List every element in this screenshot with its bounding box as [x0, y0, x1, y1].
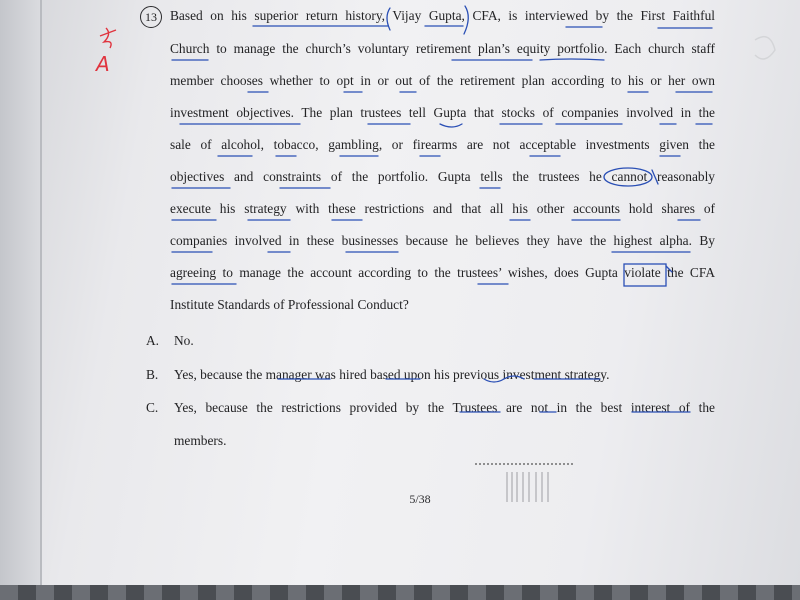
question-line-9: agreeing to manage the account according to the trustees’ wishes, does Gupta violate the CFA — [170, 265, 715, 280]
question-line-4: investment objectives. The plan trustees tell Gupta that stocks of companies involved in the — [170, 105, 715, 120]
option-a-text: No. — [174, 333, 194, 348]
question-line-8: companies involved in these businesses because he believes they have the highest alpha. By — [170, 233, 715, 248]
question-line-10: Institute Standards of Professional Conduct? — [170, 297, 409, 312]
option-b-text: Yes, because the manager was hired based upon his previous investment strategy. — [174, 367, 610, 382]
question-line-5: sale of alcohol, tobacco, gambling, or firearms are not acceptable investments given the — [170, 137, 715, 152]
bleed-through-mark-icon — [745, 30, 795, 70]
option-c-text-line-2: members. — [174, 433, 227, 448]
binding-spine — [40, 0, 42, 592]
page-number: 5/38 — [409, 492, 431, 506]
question-line-3: member chooses whether to opt in or out of the retirement plan according to his or her own — [170, 73, 715, 88]
question-line-7: execute his strategy with these restrictions and that all his other accounts hold shares of — [170, 201, 715, 216]
handwritten-answer: A — [96, 52, 110, 76]
question-line-2: Church to manage the church’s voluntary retirement plan’s equity portfolio. Each church staff — [170, 41, 715, 56]
question-line-1: Based on his superior return history, Vijay Gupta, CFA, is interviewed by the First Faithful — [170, 8, 715, 23]
option-c-text-line-1: Yes, because the restrictions provided by the Trustees are not in the best interest of the — [174, 400, 715, 415]
print-mark-icon — [475, 462, 575, 506]
binding-shadow — [0, 0, 40, 592]
question-number: 13 — [140, 6, 162, 28]
option-a-letter: A. — [146, 333, 160, 348]
desk-surface-strip — [0, 585, 800, 600]
question-line-6: objectives and constraints of the portfolio. Gupta tells the trustees he cannot reasonably — [170, 169, 715, 184]
option-c-letter: C. — [146, 400, 159, 415]
option-b-letter: B. — [146, 367, 159, 382]
